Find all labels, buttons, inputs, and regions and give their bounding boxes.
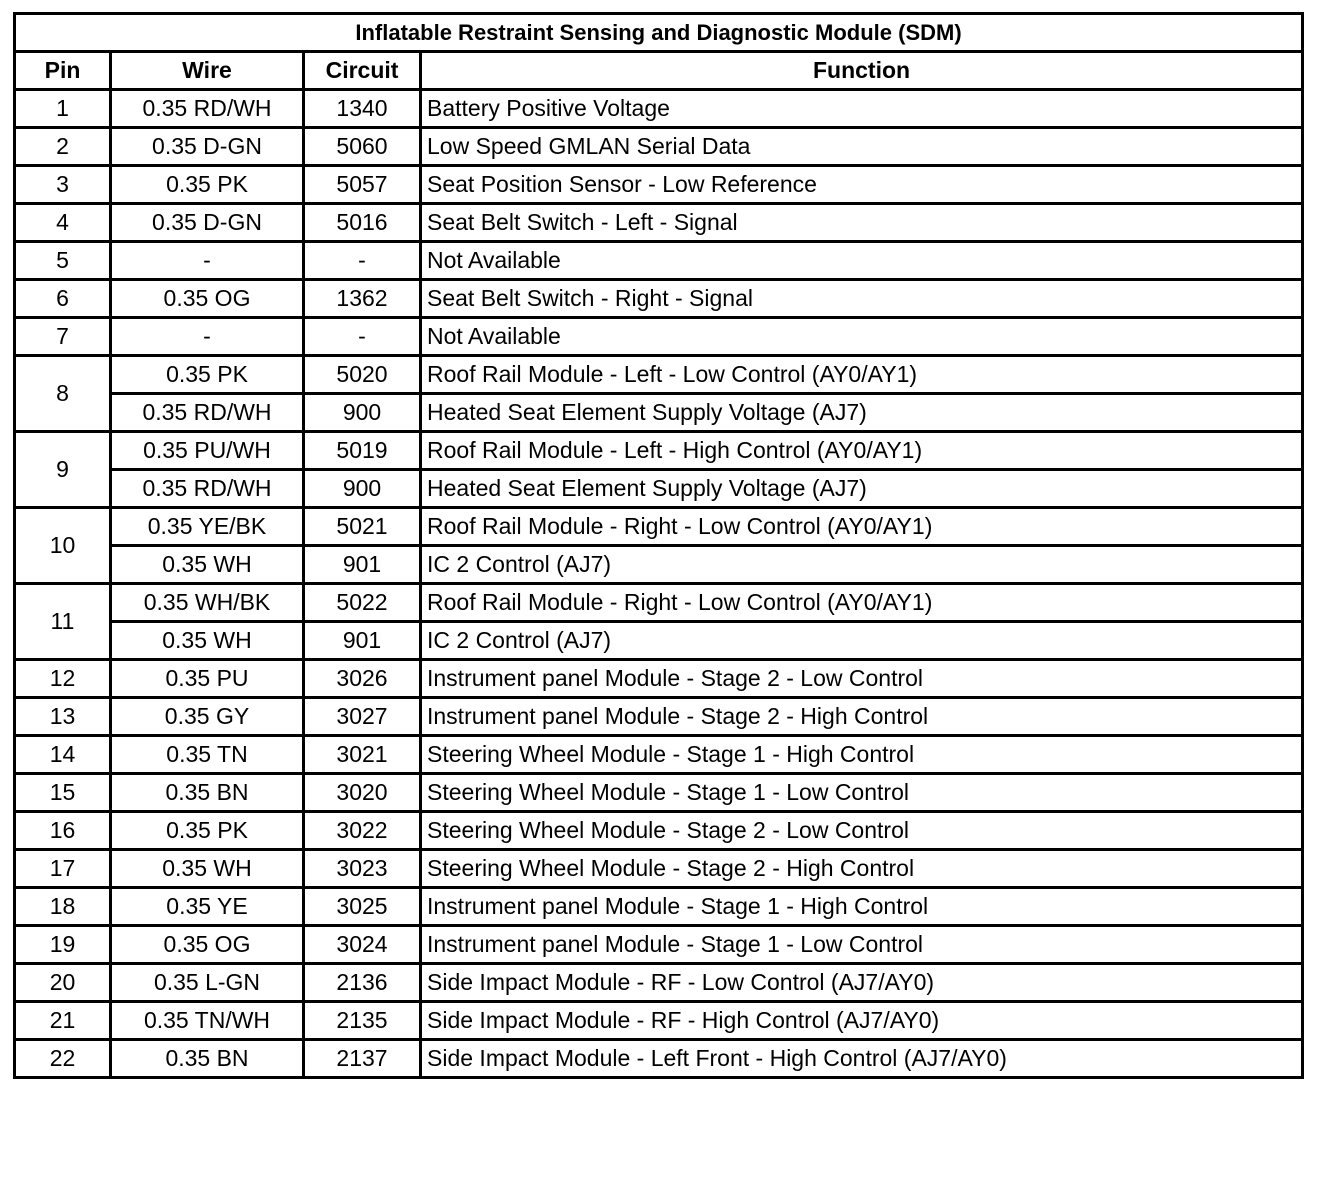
pin-cell: 10 xyxy=(15,508,111,584)
table-row xyxy=(15,660,1303,698)
pin-cell: 17 xyxy=(15,850,111,888)
circuit-cell: 3020 xyxy=(304,774,421,812)
function-cell: Seat Belt Switch - Right - Signal xyxy=(421,280,1303,318)
wire-cell: 0.35 BN xyxy=(111,1040,304,1078)
table-row xyxy=(15,964,1303,1002)
table-row xyxy=(15,622,1303,660)
pin-cell: 11 xyxy=(15,584,111,660)
pin-cell: 3 xyxy=(15,166,111,204)
pin-cell: 15 xyxy=(15,774,111,812)
pin-cell: 4 xyxy=(15,204,111,242)
wire-cell: 0.35 PK xyxy=(111,166,304,204)
circuit-cell: 3024 xyxy=(304,926,421,964)
table-row xyxy=(15,432,1303,470)
pin-cell: 7 xyxy=(15,318,111,356)
function-cell: Roof Rail Module - Right - Low Control (AY0/AY1) xyxy=(421,508,1303,546)
wire-cell: 0.35 RD/WH xyxy=(111,394,304,432)
circuit-cell: 3026 xyxy=(304,660,421,698)
pin-cell: 21 xyxy=(15,1002,111,1040)
circuit-cell: 3021 xyxy=(304,736,421,774)
table-row xyxy=(15,1040,1303,1078)
function-cell: Instrument panel Module - Stage 1 - High Control xyxy=(421,888,1303,926)
table-row xyxy=(15,128,1303,166)
circuit-cell: 1362 xyxy=(304,280,421,318)
function-cell: Instrument panel Module - Stage 2 - Low Control xyxy=(421,660,1303,698)
circuit-cell: 2136 xyxy=(304,964,421,1002)
header-circuit: Circuit xyxy=(304,52,421,90)
function-cell: Steering Wheel Module - Stage 2 - Low Control xyxy=(421,812,1303,850)
function-cell: Heated Seat Element Supply Voltage (AJ7) xyxy=(421,394,1303,432)
table-row xyxy=(15,204,1303,242)
circuit-cell: 5057 xyxy=(304,166,421,204)
pin-cell: 14 xyxy=(15,736,111,774)
table-row xyxy=(15,242,1303,280)
table-row xyxy=(15,584,1303,622)
pin-cell: 20 xyxy=(15,964,111,1002)
wire-cell: 0.35 YE xyxy=(111,888,304,926)
function-cell: Side Impact Module - RF - Low Control (AJ7/AY0) xyxy=(421,964,1303,1002)
table-title: Inflatable Restraint Sensing and Diagnostic Module (SDM) xyxy=(15,14,1303,52)
wire-cell: 0.35 WH xyxy=(111,850,304,888)
pin-cell: 5 xyxy=(15,242,111,280)
table-row xyxy=(15,1002,1303,1040)
function-cell: Steering Wheel Module - Stage 2 - High Control xyxy=(421,850,1303,888)
wire-cell: 0.35 WH xyxy=(111,622,304,660)
pin-cell: 18 xyxy=(15,888,111,926)
table-row xyxy=(15,546,1303,584)
wire-cell: 0.35 D-GN xyxy=(111,204,304,242)
function-cell: Roof Rail Module - Left - Low Control (AY0/AY1) xyxy=(421,356,1303,394)
table-row xyxy=(15,698,1303,736)
wire-cell: 0.35 RD/WH xyxy=(111,470,304,508)
table-row xyxy=(15,394,1303,432)
pin-cell: 19 xyxy=(15,926,111,964)
pin-cell: 16 xyxy=(15,812,111,850)
circuit-cell: 3023 xyxy=(304,850,421,888)
function-cell: Roof Rail Module - Left - High Control (AY0/AY1) xyxy=(421,432,1303,470)
circuit-cell: 5022 xyxy=(304,584,421,622)
sdm-pinout-table xyxy=(13,12,1304,1079)
function-cell: Heated Seat Element Supply Voltage (AJ7) xyxy=(421,470,1303,508)
pin-cell: 22 xyxy=(15,1040,111,1078)
wire-cell: 0.35 BN xyxy=(111,774,304,812)
wire-cell: - xyxy=(111,242,304,280)
wire-cell: - xyxy=(111,318,304,356)
header-row xyxy=(15,52,1303,90)
pin-cell: 12 xyxy=(15,660,111,698)
wire-cell: 0.35 WH/BK xyxy=(111,584,304,622)
function-cell: Battery Positive Voltage xyxy=(421,90,1303,128)
table-row xyxy=(15,926,1303,964)
table-row xyxy=(15,850,1303,888)
circuit-cell: - xyxy=(304,318,421,356)
function-cell: Seat Position Sensor - Low Reference xyxy=(421,166,1303,204)
function-cell: Seat Belt Switch - Left - Signal xyxy=(421,204,1303,242)
wire-cell: 0.35 PU xyxy=(111,660,304,698)
header-wire: Wire xyxy=(111,52,304,90)
function-cell: Steering Wheel Module - Stage 1 - Low Control xyxy=(421,774,1303,812)
function-cell: Instrument panel Module - Stage 2 - High Control xyxy=(421,698,1303,736)
pin-cell: 6 xyxy=(15,280,111,318)
wire-cell: 0.35 GY xyxy=(111,698,304,736)
circuit-cell: 900 xyxy=(304,394,421,432)
table-row xyxy=(15,470,1303,508)
wire-cell: 0.35 PK xyxy=(111,812,304,850)
wire-cell: 0.35 YE/BK xyxy=(111,508,304,546)
function-cell: IC 2 Control (AJ7) xyxy=(421,546,1303,584)
pin-cell: 8 xyxy=(15,356,111,432)
header-function: Function xyxy=(421,52,1303,90)
table-row xyxy=(15,90,1303,128)
function-cell: Not Available xyxy=(421,242,1303,280)
table-row xyxy=(15,166,1303,204)
circuit-cell: 901 xyxy=(304,622,421,660)
circuit-cell: 2135 xyxy=(304,1002,421,1040)
circuit-cell: 3025 xyxy=(304,888,421,926)
circuit-cell: 5019 xyxy=(304,432,421,470)
function-cell: IC 2 Control (AJ7) xyxy=(421,622,1303,660)
wire-cell: 0.35 RD/WH xyxy=(111,90,304,128)
table-row xyxy=(15,888,1303,926)
table-row xyxy=(15,508,1303,546)
table-row xyxy=(15,736,1303,774)
table-row xyxy=(15,356,1303,394)
function-cell: Low Speed GMLAN Serial Data xyxy=(421,128,1303,166)
circuit-cell: - xyxy=(304,242,421,280)
circuit-cell: 5016 xyxy=(304,204,421,242)
circuit-cell: 3022 xyxy=(304,812,421,850)
wire-cell: 0.35 OG xyxy=(111,926,304,964)
circuit-cell: 5021 xyxy=(304,508,421,546)
wire-cell: 0.35 L-GN xyxy=(111,964,304,1002)
table-row xyxy=(15,280,1303,318)
title-row xyxy=(15,14,1303,52)
wire-cell: 0.35 WH xyxy=(111,546,304,584)
circuit-cell: 1340 xyxy=(304,90,421,128)
circuit-cell: 900 xyxy=(304,470,421,508)
pin-cell: 13 xyxy=(15,698,111,736)
table-row xyxy=(15,812,1303,850)
pin-rows xyxy=(15,90,1303,1078)
wire-cell: 0.35 OG xyxy=(111,280,304,318)
circuit-cell: 2137 xyxy=(304,1040,421,1078)
header-pin: Pin xyxy=(15,52,111,90)
pin-cell: 9 xyxy=(15,432,111,508)
table-row xyxy=(15,774,1303,812)
function-cell: Not Available xyxy=(421,318,1303,356)
wire-cell: 0.35 D-GN xyxy=(111,128,304,166)
function-cell: Side Impact Module - RF - High Control (AJ7/AY0) xyxy=(421,1002,1303,1040)
circuit-cell: 901 xyxy=(304,546,421,584)
function-cell: Side Impact Module - Left Front - High Control (AJ7/AY0) xyxy=(421,1040,1303,1078)
function-cell: Roof Rail Module - Right - Low Control (AY0/AY1) xyxy=(421,584,1303,622)
pin-cell: 2 xyxy=(15,128,111,166)
table-row xyxy=(15,318,1303,356)
wire-cell: 0.35 TN/WH xyxy=(111,1002,304,1040)
circuit-cell: 3027 xyxy=(304,698,421,736)
circuit-cell: 5020 xyxy=(304,356,421,394)
wire-cell: 0.35 TN xyxy=(111,736,304,774)
function-cell: Steering Wheel Module - Stage 1 - High Control xyxy=(421,736,1303,774)
circuit-cell: 5060 xyxy=(304,128,421,166)
wire-cell: 0.35 PU/WH xyxy=(111,432,304,470)
function-cell: Instrument panel Module - Stage 1 - Low Control xyxy=(421,926,1303,964)
wire-cell: 0.35 PK xyxy=(111,356,304,394)
pin-cell: 1 xyxy=(15,90,111,128)
